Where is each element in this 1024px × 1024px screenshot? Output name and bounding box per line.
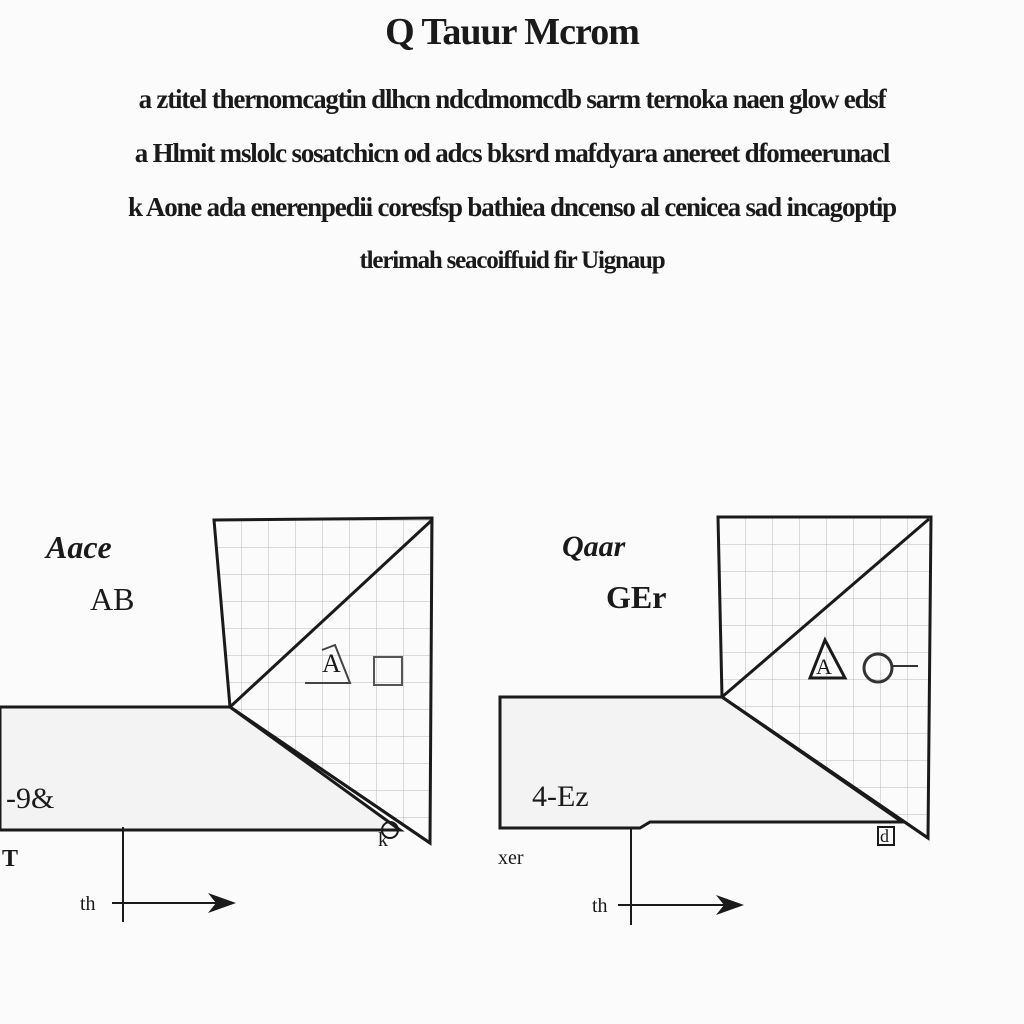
paragraph-line-4: tlerimah seacoiffuid fir Uignaup xyxy=(359,247,665,274)
diagram-right xyxy=(498,517,931,925)
label-triangle-left: A xyxy=(322,649,341,678)
page-title: Q Tauur Mcrom xyxy=(385,11,639,53)
paragraph-line-2: a Hlmit mslolc sosatchicn od adcs bksrd mafdyara anereet dfomeerunacl xyxy=(134,138,890,168)
label-axis-right: xer xyxy=(498,847,524,869)
label-corner-right: d xyxy=(880,826,889,846)
label-corner-left: k xyxy=(378,829,388,851)
paragraph-line-1: a ztitel thernomcagtin dlhcn ndcdmomcdb sarm ternoka naen glow edsf xyxy=(138,84,886,114)
label-mid-right: GEr xyxy=(606,579,667,615)
label-low-right: 4-Ez xyxy=(532,780,589,813)
label-arrow-start-left: th xyxy=(80,893,96,915)
label-top-left: Aace xyxy=(46,529,112,565)
label-top-right: Qaar xyxy=(562,530,626,563)
label-mid-left: AB xyxy=(90,581,135,617)
label-arrow-start-right: th xyxy=(592,895,608,917)
label-axis-left: T xyxy=(2,846,19,872)
label-triangle-right: A xyxy=(816,654,832,679)
diagram-left xyxy=(0,518,432,922)
paragraph-line-3: k Aone ada enerenpedii coresfsp bathiea dncenso al cenicea sad incagoptip xyxy=(128,192,896,222)
label-low-left: -9& xyxy=(6,782,55,815)
